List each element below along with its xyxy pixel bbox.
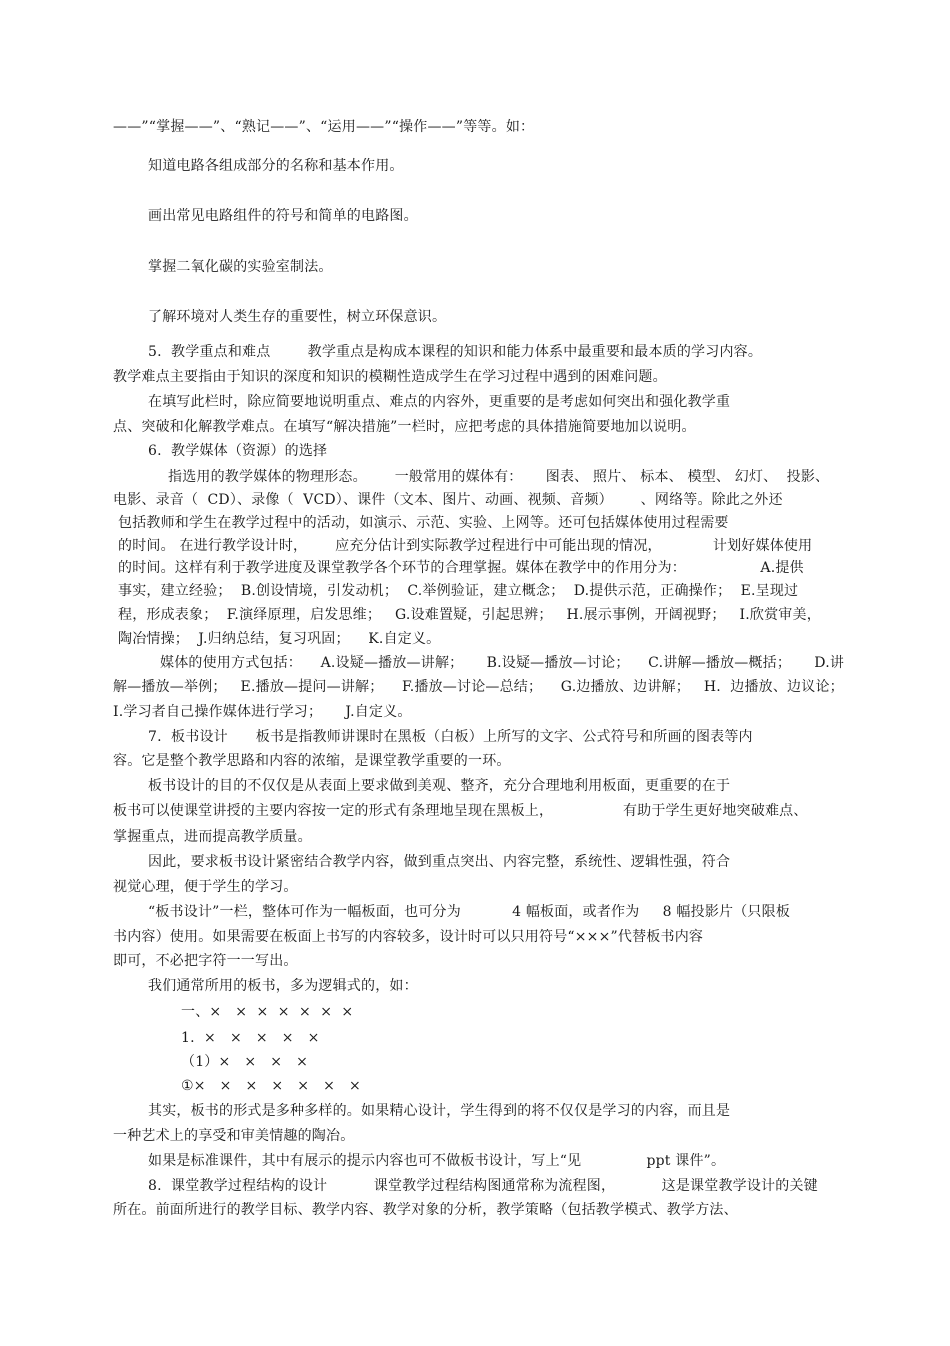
text-line: I.学习者自己操作媒体进行学习； J.自定义。 (113, 704, 412, 720)
text-line: 书内容）使用。如果需要在板面上书写的内容较多，设计时可以只用符号“×××”代替板书内容 (113, 929, 704, 945)
board-sample-line: ①× × × × × × × (181, 1078, 361, 1094)
text-line: 6. 教学媒体（资源）的选择 (148, 443, 328, 459)
text-line: ——”“掌握——”、“熟记——”、“运用——”“操作——”等等。如： (113, 119, 535, 135)
text-line: 解—播放—举例； E.播放—提问—讲解； F.播放—讨论—总结； G.边播放、边讲解； H. 边播放、边议论； (113, 679, 844, 695)
text-line: 电影、录音（ CD）、录像（ VCD）、课件（文本、图片、动画、视频、音频） 、网络等。除此之外还 (113, 492, 783, 508)
text-line: 其实，板书的形式是多种多样的。如果精心设计，学生得到的将不仅仅是学习的内容，而且是 (148, 1103, 731, 1119)
text-line: 我们通常所用的板书，多为逻辑式的，如： (148, 978, 418, 994)
text-line: 画出常见电路组件的符号和简单的电路图。 (148, 208, 418, 224)
text-line: 视觉心理，便于学生的学习。 (113, 879, 298, 895)
text-line: 点、突破和化解教学难点。在填写“解决措施”一栏时，应把考虑的具体措施简要地加以说明。 (113, 419, 696, 435)
text-line: 媒体的使用方式包括： A.设疑—播放—讲解； B.设疑—播放—讨论； C.讲解—播放—概括； D.讲 (160, 655, 845, 671)
text-line: 一种艺术上的享受和审美情趣的陶冶。 (113, 1128, 355, 1144)
board-sample-line: （1）× × × × (181, 1054, 309, 1070)
text-line: 陶冶情操； J.归纳总结，复习巩固； K.自定义。 (118, 631, 441, 647)
text-line: 掌握二氧化碳的实验室制法。 (148, 259, 333, 275)
text-line: 如果是标准课件，其中有展示的提示内容也可不做板书设计，写上“见 ppt 课件”。 (148, 1153, 726, 1169)
text-line: 的时间。这样有利于教学进度及课堂教学各个环节的合理掌握。媒体在教学中的作用分为： A.提供 (118, 560, 804, 576)
text-line: 容。它是整个教学思路和内容的浓缩，是课堂教学重要的一环。 (113, 753, 511, 769)
text-line: 了解环境对人类生存的重要性，树立环保意识。 (148, 309, 447, 325)
text-line: 掌握重点，进而提高教学质量。 (113, 829, 312, 845)
text-line: 因此，要求板书设计紧密结合教学内容，做到重点突出、内容完整，系统性、逻辑性强，符合 (148, 854, 731, 870)
text-line: 指选用的教学媒体的物理形态。 一般常用的媒体有： 图表、 照片、 标本、 模型、 幻灯、 投影、 (168, 469, 830, 485)
text-line: 在填写此栏时，除应简要地说明重点、难点的内容外，更重要的是考虑如何突出和强化教学重 (148, 394, 731, 410)
text-line: 程，形成表象； F.演绎原理，启发思维； G.设难置疑，引起思辨； H.展示事例，开阔视野； I.欣赏审美， (118, 607, 821, 623)
text-line: 所在。前面所进行的教学目标、教学内容、教学对象的分析，教学策略（包括教学模式、教学方法、 (113, 1202, 738, 1218)
text-line: “板书设计”一栏，整体可作为一幅板面，也可分为 4 幅板面，或者作为 8 幅投影片（只限板 (148, 904, 791, 920)
text-line: 知道电路各组成部分的名称和基本作用。 (148, 158, 404, 174)
text-line: 事实，建立经验； B.创设情境，引发动机； C.举例验证，建立概念； D.提供示范，正确操作； E.呈现过 (118, 583, 799, 599)
text-line: 即可，不必把字符一一写出。 (113, 953, 298, 969)
text-line: 包括教师和学生在教学过程中的活动，如演示、示范、实验、上网等。还可包括媒体使用过程需要 (118, 515, 729, 531)
text-line: 教学难点主要指由于知识的深度和知识的模糊性造成学生在学习过程中遇到的困难问题。 (113, 369, 667, 385)
text-line: 的时间。 在进行教学设计时， 应充分估计到实际教学过程进行中可能出现的情况， 计划好媒体使用 (118, 538, 813, 554)
text-line: 7. 板书设计 板书是指教师讲课时在黑板（白板）上所写的文字、公式符号和所画的图表等内 (148, 729, 753, 745)
board-sample-line: 1. × × × × × (181, 1030, 320, 1046)
text-line: 板书可以使课堂讲授的主要内容按一定的形式有条理地呈现在黑板上， 有助于学生更好地突破难点、 (113, 803, 808, 819)
text-line: 板书设计的目的不仅仅是从表面上要求做到美观、整齐，充分合理地利用板面，更重要的在于 (148, 778, 731, 794)
text-line: 5. 教学重点和难点 教学重点是构成本课程的知识和能力体系中最重要和最本质的学习内容。 (148, 344, 763, 360)
text-line: 8. 课堂教学过程结构的设计 课堂教学过程结构图通常称为流程图， 这是课堂教学设计的关键 (148, 1178, 818, 1194)
board-sample-line: 一、× × × × × × × (181, 1004, 354, 1020)
